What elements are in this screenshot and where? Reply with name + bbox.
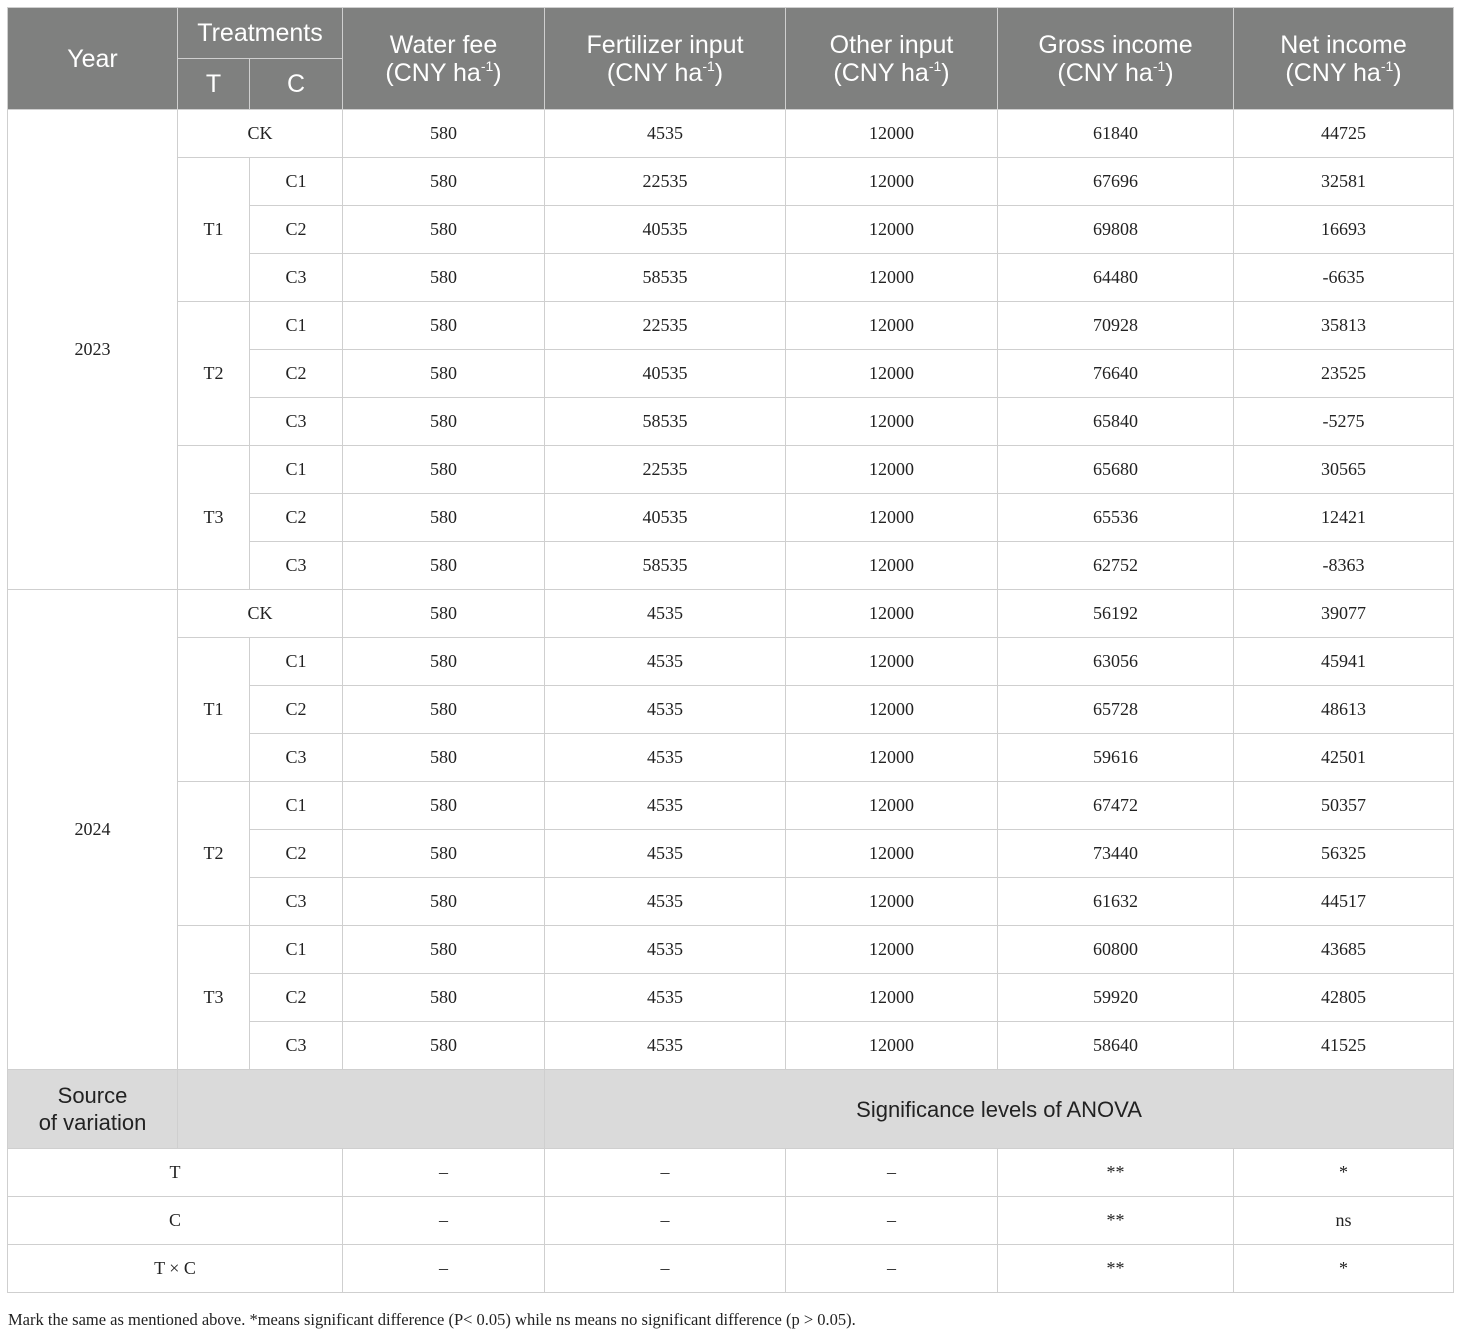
other-input-cell: 12000: [786, 686, 998, 734]
anova-gross-income-cell: **: [998, 1197, 1234, 1245]
treatment-c-cell: C2: [250, 830, 343, 878]
source-line-2: of variation: [38, 1110, 147, 1135]
treatment-c-cell: C2: [250, 974, 343, 1022]
table-row: [8, 446, 1454, 494]
water-fee-cell: 580: [343, 638, 545, 686]
year-cell: 2023: [8, 110, 178, 590]
water-fee-cell: 580: [343, 542, 545, 590]
gross-income-cell: 61840: [998, 110, 1234, 158]
gross-income-cell: 69808: [998, 206, 1234, 254]
anova-other-input-cell: –: [786, 1197, 998, 1245]
header-other-input: Other input (CNY $ha^{-1}$): [786, 8, 998, 110]
gross-income-cell: 67472: [998, 782, 1234, 830]
gross-income-cell: 58640: [998, 1022, 1234, 1070]
gross-income-cell: 61632: [998, 878, 1234, 926]
net-income-cell: 12421: [1234, 494, 1454, 542]
water-fee-cell: 580: [343, 686, 545, 734]
anova-water-fee-cell: –: [343, 1245, 545, 1293]
other-input-cell: 12000: [786, 398, 998, 446]
gross-income-cell: 63056: [998, 638, 1234, 686]
water-fee-cell: 580: [343, 446, 545, 494]
net-income-cell: 23525: [1234, 350, 1454, 398]
net-income-cell: 41525: [1234, 1022, 1454, 1070]
water-fee-cell: 580: [343, 494, 545, 542]
gross-income-cell: 59616: [998, 734, 1234, 782]
gross-income-cell: 65840: [998, 398, 1234, 446]
treatment-c-cell: C3: [250, 878, 343, 926]
treatment-t-cell: T3: [178, 926, 250, 1070]
other-input-cell: 12000: [786, 974, 998, 1022]
anova-source-cell: T: [8, 1149, 343, 1197]
header-fertilizer-input: Fertilizer input (CNY $ha^{-1}$): [545, 8, 786, 110]
gross-income-cell: 73440: [998, 830, 1234, 878]
treatment-c-cell: C2: [250, 686, 343, 734]
economic-benefit-table: [7, 7, 1454, 1293]
net-income-cell: 42501: [1234, 734, 1454, 782]
treatment-t-cell: T2: [178, 302, 250, 446]
net-income-cell: 39077: [1234, 590, 1454, 638]
other-input-cell: 12000: [786, 542, 998, 590]
gross-income-cell: 70928: [998, 302, 1234, 350]
table-row: [8, 110, 1454, 158]
gross-income-cell: 62752: [998, 542, 1234, 590]
fertilizer-input-cell: 40535: [545, 206, 786, 254]
net-income-cell: -5275: [1234, 398, 1454, 446]
treatment-c-cell: C2: [250, 350, 343, 398]
water-fee-cell: 580: [343, 782, 545, 830]
water-fee-cell: 580: [343, 734, 545, 782]
gross-income-cell: 67696: [998, 158, 1234, 206]
table-body: [8, 110, 1454, 1293]
water-fee-cell: 580: [343, 206, 545, 254]
anova-fertilizer-input-cell: –: [545, 1245, 786, 1293]
treatment-ck-cell: CK: [178, 590, 343, 638]
anova-row: [8, 1245, 1454, 1293]
fertilizer-input-cell: 4535: [545, 734, 786, 782]
other-input-cell: 12000: [786, 350, 998, 398]
water-fee-cell: 580: [343, 590, 545, 638]
treatment-c-cell: C1: [250, 158, 343, 206]
other-input-cell: 12000: [786, 494, 998, 542]
treatment-c-cell: C3: [250, 734, 343, 782]
other-input-cell: 12000: [786, 110, 998, 158]
net-income-cell: 56325: [1234, 830, 1454, 878]
water-fee-cell: 580: [343, 878, 545, 926]
net-income-cell: 43685: [1234, 926, 1454, 974]
net-income-cell: 50357: [1234, 782, 1454, 830]
treatment-ck-cell: CK: [178, 110, 343, 158]
gross-income-cell: 65536: [998, 494, 1234, 542]
gross-income-cell: 65728: [998, 686, 1234, 734]
anova-row: [8, 1149, 1454, 1197]
other-input-cell: 12000: [786, 782, 998, 830]
anova-source-cell: C: [8, 1197, 343, 1245]
header-water-fee: Water fee (CNY $ha^{-1}$): [343, 8, 545, 110]
table-row: [8, 302, 1454, 350]
other-input-cell: 12000: [786, 254, 998, 302]
anova-fertilizer-input-cell: –: [545, 1197, 786, 1245]
water-fee-cell: 580: [343, 830, 545, 878]
source-line-1: Source: [57, 1083, 128, 1108]
fertilizer-input-cell: 40535: [545, 494, 786, 542]
table-row: [8, 590, 1454, 638]
header-year: Year: [8, 8, 178, 110]
anova-net-income-cell: *: [1234, 1245, 1454, 1293]
anova-other-input-cell: –: [786, 1149, 998, 1197]
header-t: T: [178, 59, 250, 110]
water-fee-cell: 580: [343, 254, 545, 302]
other-input-cell: 12000: [786, 926, 998, 974]
table-header: [8, 8, 1454, 110]
fertilizer-input-cell: 4535: [545, 782, 786, 830]
anova-water-fee-cell: –: [343, 1149, 545, 1197]
table-row: [8, 158, 1454, 206]
anova-gross-income-cell: **: [998, 1245, 1234, 1293]
water-fee-cell: 580: [343, 302, 545, 350]
net-income-cell: 44517: [1234, 878, 1454, 926]
header-net-income: Net income (CNY $ha^{-1}$): [1234, 8, 1454, 110]
fertilizer-input-cell: 4535: [545, 830, 786, 878]
gross-income-cell: 65680: [998, 446, 1234, 494]
treatment-c-cell: C3: [250, 542, 343, 590]
anova-water-fee-cell: –: [343, 1197, 545, 1245]
other-input-cell: 12000: [786, 446, 998, 494]
treatment-c-cell: C1: [250, 926, 343, 974]
fertilizer-input-cell: 40535: [545, 350, 786, 398]
net-income-cell: 48613: [1234, 686, 1454, 734]
other-input-cell: 12000: [786, 734, 998, 782]
other-input-cell: 12000: [786, 590, 998, 638]
other-input-cell: 12000: [786, 206, 998, 254]
anova-header-row: [8, 1070, 1454, 1149]
fertilizer-input-cell: 58535: [545, 542, 786, 590]
water-fee-cell: 580: [343, 926, 545, 974]
anova-net-income-cell: ns: [1234, 1197, 1454, 1245]
fertilizer-input-cell: 22535: [545, 158, 786, 206]
water-fee-cell: 580: [343, 1022, 545, 1070]
other-input-cell: 12000: [786, 638, 998, 686]
net-income-cell: 35813: [1234, 302, 1454, 350]
other-input-cell: 12000: [786, 302, 998, 350]
fertilizer-input-cell: 58535: [545, 398, 786, 446]
treatment-t-cell: T2: [178, 782, 250, 926]
water-fee-cell: 580: [343, 110, 545, 158]
water-fee-cell: 580: [343, 350, 545, 398]
treatment-c-cell: C2: [250, 206, 343, 254]
anova-blank-cell: [178, 1070, 545, 1149]
table-row: [8, 638, 1454, 686]
net-income-cell: 32581: [1234, 158, 1454, 206]
net-income-cell: -6635: [1234, 254, 1454, 302]
fertilizer-input-cell: 4535: [545, 590, 786, 638]
net-income-cell: 30565: [1234, 446, 1454, 494]
treatment-t-cell: T1: [178, 158, 250, 302]
treatment-c-cell: C1: [250, 446, 343, 494]
gross-income-cell: 76640: [998, 350, 1234, 398]
treatment-t-cell: T3: [178, 446, 250, 590]
anova-other-input-cell: –: [786, 1245, 998, 1293]
other-input-cell: 12000: [786, 1022, 998, 1070]
treatment-c-cell: C3: [250, 254, 343, 302]
header-treatments: Treatments: [178, 8, 343, 59]
other-input-cell: 12000: [786, 878, 998, 926]
treatment-c-cell: C1: [250, 782, 343, 830]
treatment-c-cell: C1: [250, 302, 343, 350]
treatment-c-cell: C1: [250, 638, 343, 686]
anova-row: [8, 1197, 1454, 1245]
anova-net-income-cell: *: [1234, 1149, 1454, 1197]
net-income-cell: 42805: [1234, 974, 1454, 1022]
net-income-cell: -8363: [1234, 542, 1454, 590]
treatment-t-cell: T1: [178, 638, 250, 782]
fertilizer-input-cell: 4535: [545, 110, 786, 158]
net-income-cell: 45941: [1234, 638, 1454, 686]
fertilizer-input-cell: 4535: [545, 1022, 786, 1070]
anova-gross-income-cell: **: [998, 1149, 1234, 1197]
anova-title: Significance levels of ANOVA: [545, 1070, 1454, 1149]
fertilizer-input-cell: 22535: [545, 302, 786, 350]
fertilizer-input-cell: 4535: [545, 974, 786, 1022]
header-c: C: [250, 59, 343, 110]
net-income-cell: 44725: [1234, 110, 1454, 158]
water-fee-cell: 580: [343, 974, 545, 1022]
fertilizer-input-cell: 22535: [545, 446, 786, 494]
year-cell: 2024: [8, 590, 178, 1070]
table-row: [8, 782, 1454, 830]
header-gross-income: Gross income (CNY $ha^{-1}$): [998, 8, 1234, 110]
treatment-c-cell: C2: [250, 494, 343, 542]
other-input-cell: 12000: [786, 158, 998, 206]
table-row: [8, 926, 1454, 974]
gross-income-cell: 60800: [998, 926, 1234, 974]
gross-income-cell: 56192: [998, 590, 1234, 638]
other-input-cell: 12000: [786, 830, 998, 878]
net-income-cell: 16693: [1234, 206, 1454, 254]
fertilizer-input-cell: 4535: [545, 878, 786, 926]
treatment-c-cell: C3: [250, 398, 343, 446]
anova-fertilizer-input-cell: –: [545, 1149, 786, 1197]
fertilizer-input-cell: 58535: [545, 254, 786, 302]
table-footnote: Mark the same as mentioned above. *means significant difference (P< 0.05) while ns means no significant difference (p > 0.05).: [8, 1310, 856, 1329]
gross-income-cell: 64480: [998, 254, 1234, 302]
treatment-c-cell: C3: [250, 1022, 343, 1070]
fertilizer-input-cell: 4535: [545, 926, 786, 974]
anova-source-cell: T × C: [8, 1245, 343, 1293]
water-fee-cell: 580: [343, 158, 545, 206]
water-fee-cell: 580: [343, 398, 545, 446]
gross-income-cell: 59920: [998, 974, 1234, 1022]
fertilizer-input-cell: 4535: [545, 686, 786, 734]
source-of-variation-label: [8, 1070, 178, 1149]
fertilizer-input-cell: 4535: [545, 638, 786, 686]
